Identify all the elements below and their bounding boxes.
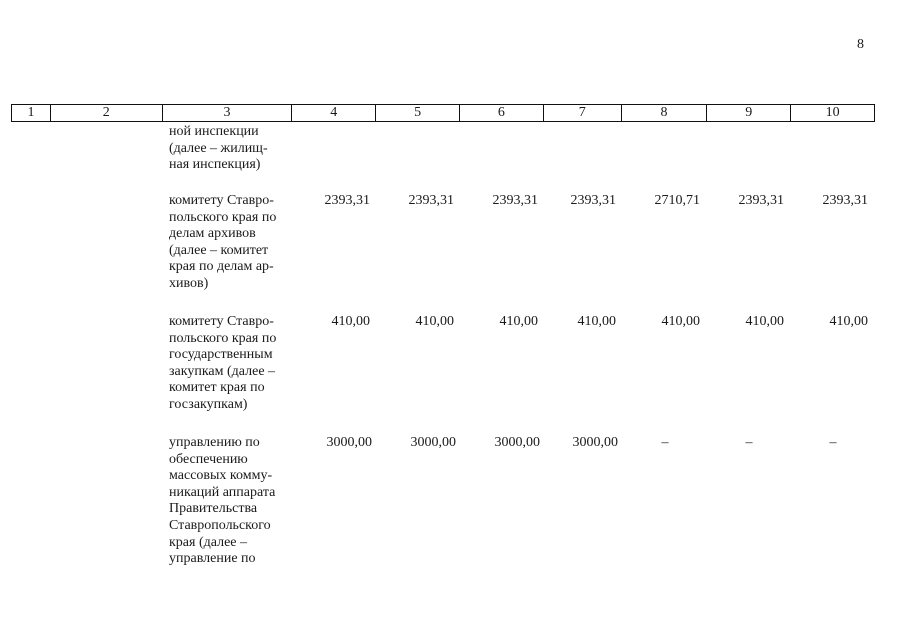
row-3-col-8: 410,00 [661,314,700,329]
row-3-col-5: 410,00 [415,314,454,329]
header-cell-9: 9 [707,105,791,121]
row-4-col-4: 3000,00 [326,435,372,450]
row-4-col-9: – [745,435,753,450]
row-4-description: управлению по обеспечению массовых комму- никаций аппарата Правительства Ставропольского края (далее – управление по [169,435,276,567]
row-4-col-6: 3000,00 [494,435,540,450]
row-3-col-7: 410,00 [577,314,616,329]
row-3-col-9: 410,00 [745,314,784,329]
header-cell-10: 10 [825,105,840,120]
row-3-col-10: 410,00 [829,314,868,329]
header-cell-4: 4 [292,105,376,121]
row-2-col-5: 2393,31 [408,193,454,208]
header-cell-8: 8 [622,105,708,121]
row-4-col-5: 3000,00 [410,435,456,450]
row-4-col-8: – [661,435,669,450]
header-cell-7: 7 [544,105,622,121]
header-cell-1: 1 [12,105,51,121]
row-3-description: комитету Ставро- польского края по государственным закупкам (далее – комитет края по госзакупкам) [169,314,277,412]
row-2-col-9: 2393,31 [738,193,784,208]
row-2-col-8: 2710,71 [654,193,700,208]
row-4-col-7: 3000,00 [572,435,618,450]
header-cell-5: 5 [376,105,460,121]
row-1-description: ной инспекции (далее – жилищ- ная инспекция) [169,124,268,173]
row-4-col-10: – [829,435,837,450]
row-2-description: комитету Ставро- польского края по делам архивов (далее – комитет края по делам ар- хивов) [169,193,277,291]
row-3-col-4: 410,00 [331,314,370,329]
row-2-col-6: 2393,31 [492,193,538,208]
row-2-col-4: 2393,31 [324,193,370,208]
header-cell-6: 6 [460,105,544,121]
page-number: 8 [857,37,864,52]
table-header-row [11,104,875,122]
header-cell-3: 3 [163,105,293,121]
row-2-col-10: 2393,31 [822,193,868,208]
row-2-col-7: 2393,31 [570,193,616,208]
header-cell-2: 2 [51,105,163,121]
row-3-col-6: 410,00 [499,314,538,329]
